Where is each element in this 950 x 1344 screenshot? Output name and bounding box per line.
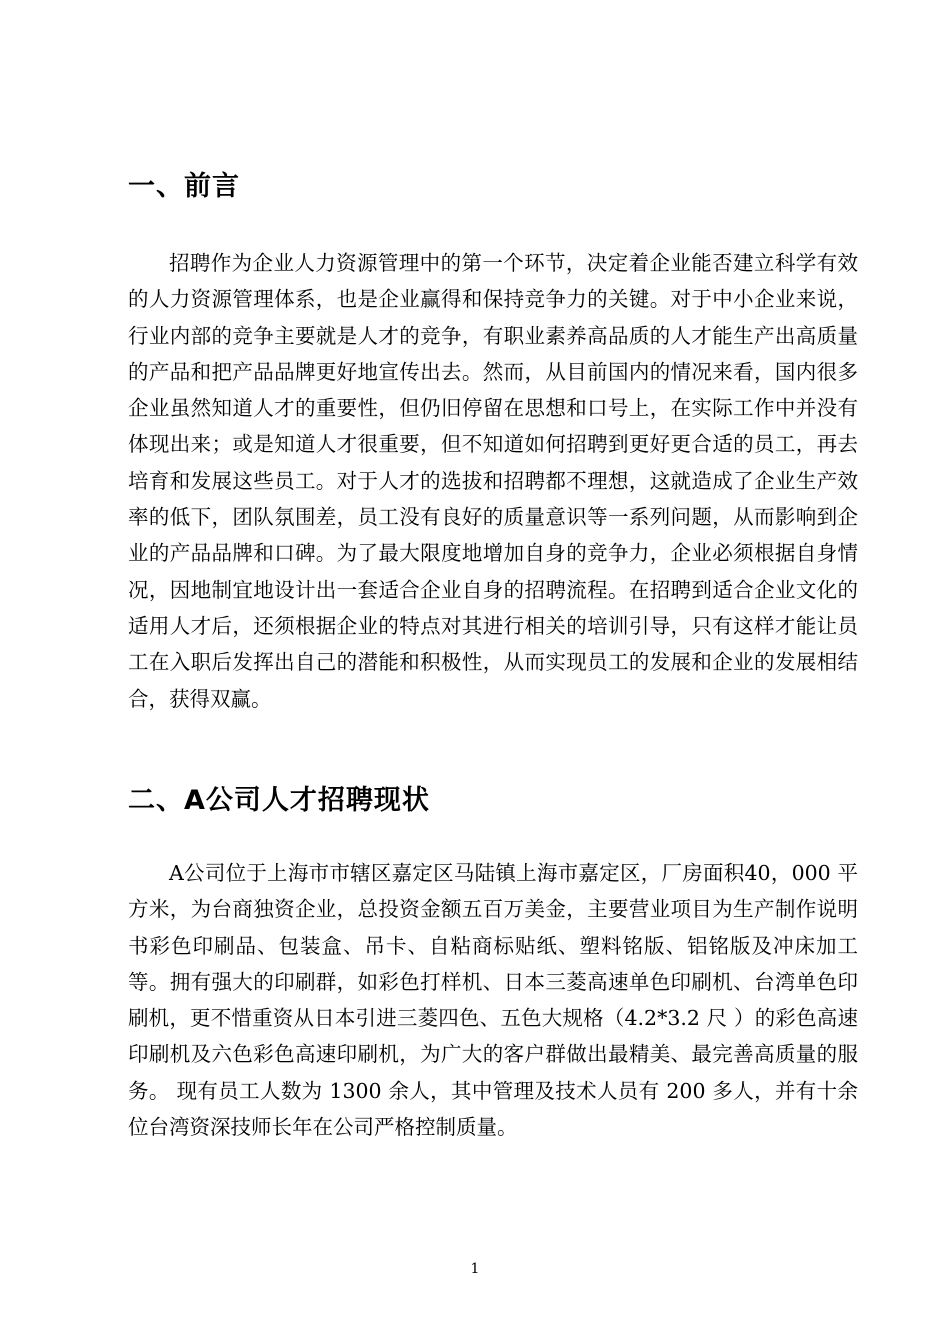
preface-paragraph: 招聘作为企业人力资源管理中的第一个环节，决定着企业能否建立科学有效的人力资源管理体系，也是企业赢得和保持竞争力的关键。对于中小企业来说，行业内部的竞争主要就是人才的竞争，有职业素养高品质的人才能生产出高质量的产品和把产品品牌更好地宣传出去。然而，从目前国内的情况来看，国内很多企业虽然知道人才的重要性，但仍旧停留在思想和口号上，在实际工作中并没有体现出来；或是知道人才很重要，但不知道如何招聘到更好更合适的员工，再去培育和发展这些员工。对于人才的选拔和招聘都不理想，这就造成了企业生产效率的低下，团队氛围差，员工没有良好的质量意识等一系列问题，从而影响到企业的产品品牌和口碑。为了最大限度地增加自身的竞争力，企业必须根据自身情况，因地制宜地设计出一套适合企业自身的招聘流程。在招聘到适合企业文化的适用人才后，还须根据企业的特点对其进行相关的培训引导，只有这样才能让员工在入职后发挥出自己的潜能和积极性，从而实现员工的发展和企业的发展相结合，获得双赢。 (128, 251, 858, 711)
page-number: 1 (470, 1261, 480, 1277)
recruitment-status-paragraph: A公司位于上海市市辖区嘉定区马陆镇上海市嘉定区，厂房面积40，000 平方米，为台商独资企业，总投资金额五百万美金，主要营业项目为生产制作说明书彩色印刷品、包装盒、吊卡、自粘商标贴纸、塑料铭版、铝铭版及冲床加工等。拥有强大的印刷群，如彩色打样机、日本三菱高速单色印刷机、台湾单色印刷机，更不惜重资从日本引进三菱四色、五色大规格（4.2*3.2 尺 ）的彩色高速印刷机及六色彩色高速印刷机，为广大的客户群做出最精美、最完善高质量的服务。 现有员工人数为 1300 余人，其中管理及技术人员有 200 多人，并有十余位台湾资深技师长年在公司严格控制质量。 (128, 861, 858, 1140)
section-heading-recruitment-status: 二、A公司人才招聘现状 (128, 785, 430, 816)
section-heading-preface: 一、前言 (128, 171, 240, 202)
